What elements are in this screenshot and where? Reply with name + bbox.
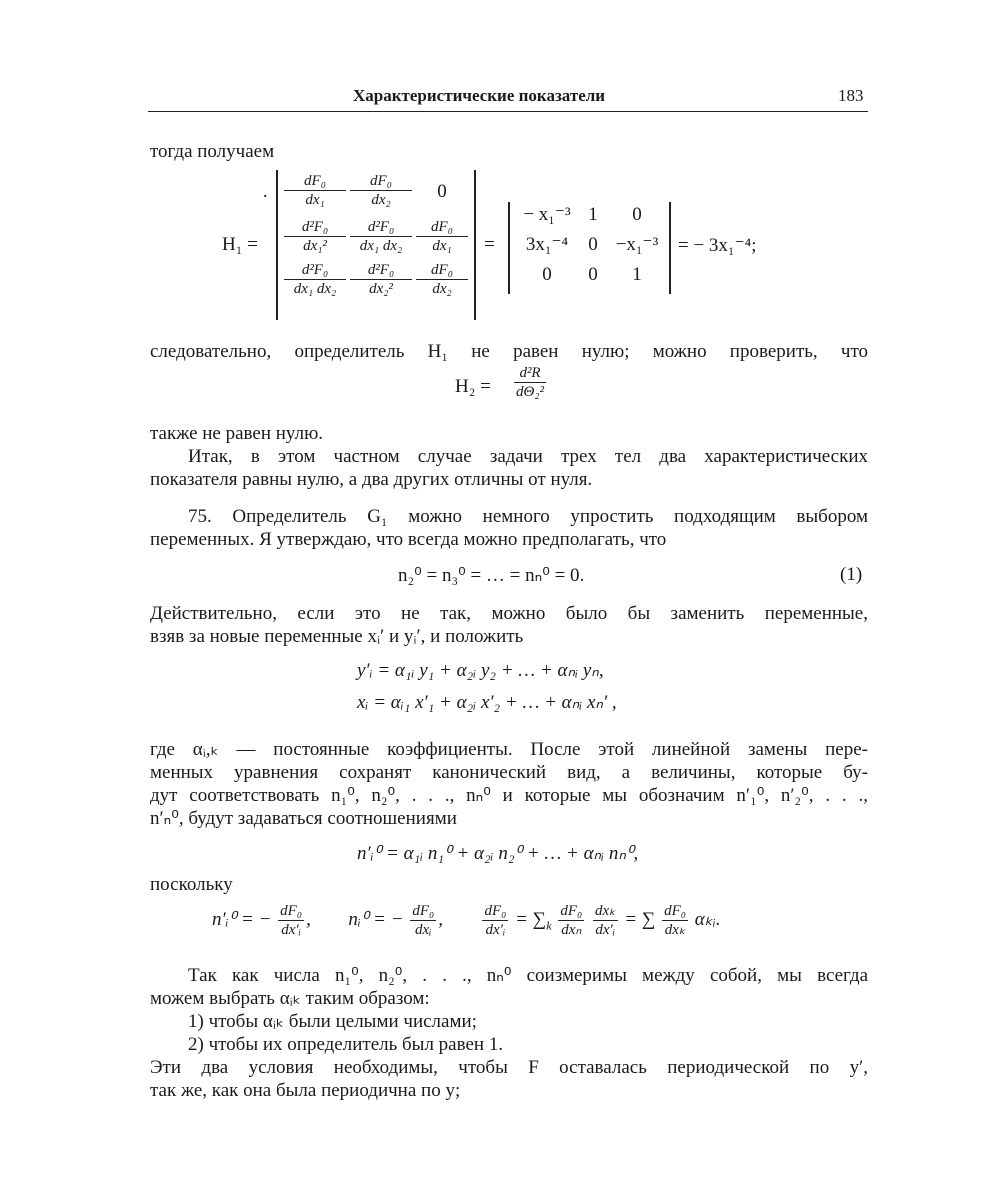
det1-cell: $\frac{\text{dF₀}}{\text{dx₁}}$ <box>416 218 468 255</box>
equation-x-transform: xᵢ = αᵢ₁ x′₁ + α₂ᵢ x′₂ + … + αₙᵢ xₙ′ , <box>357 692 617 713</box>
det2-cell: 1 <box>588 204 598 225</box>
page-number: 183 <box>838 86 864 105</box>
header-rule <box>148 111 868 112</box>
h2-fraction: $\frac{\text{d²R}}{\text{dΘ₂²}}$ <box>516 365 545 400</box>
equation-1-number: (1) <box>840 564 863 585</box>
paragraph-where-line3: дут соответствовать n₁⁰, n₂⁰, . . ., nₙ⁰ и которые мы обозначим n′₁⁰, n′₂⁰, . . ., <box>150 785 868 806</box>
h1-dot: · <box>262 186 269 207</box>
paragraph-also-nonzero: также не равен нулю. <box>150 423 324 444</box>
determinant-matrix-1 <box>282 172 470 298</box>
det2-cell: 0 <box>632 204 642 225</box>
paragraph-conditions-line1: Эти два условия необходимы, чтобы F оставалась периодической по y′, <box>150 1057 868 1078</box>
determinant-matrix-2 <box>514 204 668 286</box>
det2-cell: − x₁⁻³ <box>523 204 571 225</box>
paragraph-indeed-line2: взяв за новые переменные xᵢ′ и yᵢ′, и положить <box>150 626 524 647</box>
det1-cell: $\frac{\text{d²F₀}}{\text{dx₁ dx₂}}$ <box>350 218 412 255</box>
det1-cell: $\frac{\text{dF₀}}{\text{dx₂}}$ <box>416 261 468 298</box>
paragraph-so-line2: показателя равны нулю, а два других отличны от нуля. <box>150 469 593 490</box>
list-item-1: 1) чтобы αᵢₖ были целыми числами; <box>188 1011 477 1032</box>
paragraph-indeed-line1: Действительно, если это не так, можно было бы заменить переменные, <box>150 603 868 624</box>
det2-cell: 0 <box>542 264 552 285</box>
paragraph-consequently: следовательно, определитель H₁ не равен нулю; можно проверить, что <box>150 341 868 362</box>
det1-cell: $\frac{\text{d²F₀}}{\text{dx₁ dx₂}}$ <box>284 261 346 298</box>
det1-cell: $\frac{\text{d²F₀}}{\text{dx₂²}}$ <box>350 261 412 298</box>
h1-label: H₁ = <box>222 234 258 255</box>
det1-cell: $\frac{\text{dF₀}}{\text{dx₂}}$ <box>350 172 412 212</box>
equation-1: n₂⁰ = n₃⁰ = … = nₙ⁰ = 0. <box>398 565 585 586</box>
paragraph-intro: тогда получаем <box>150 141 275 162</box>
det2-cell: 0 <box>588 234 598 255</box>
determinant-result: = − 3x₁⁻⁴; <box>678 235 757 256</box>
det1-cell: $\frac{\text{dF₀}}{\text{dx₁}}$ <box>284 172 346 212</box>
det1-left-bar <box>276 170 278 320</box>
paragraph-where-line1: где αᵢ,ₖ — постоянные коэффициенты. После этой линейной замены пере- <box>150 739 868 760</box>
det1-cell: 0 <box>437 181 447 202</box>
det2-cell: −x₁⁻³ <box>615 234 659 255</box>
section-75-line1: 75. Определитель G₁ можно немного упростить подходящим выбором <box>188 506 868 527</box>
det1-cell: $\frac{\text{d²F₀}}{\text{dx₁²}}$ <box>284 218 346 255</box>
equation-y-transform: y′ᵢ = α₁ᵢ y₁ + α₂ᵢ y₂ + … + αₙᵢ yₙ, <box>357 660 604 681</box>
det2-cell: 0 <box>588 264 598 285</box>
paragraph-so-line1: Итак, в этом частном случае задачи трех тел два характеристических <box>188 446 868 467</box>
det2-cell: 3x₁⁻⁴ <box>525 234 569 255</box>
det2-cell: 1 <box>632 264 642 285</box>
running-header-title: Характеристические показатели <box>353 86 606 105</box>
paragraph-where-line4: n′ₙ⁰, будут задаваться соотношениями <box>150 808 457 829</box>
list-item-2: 2) чтобы их определитель был равен 1. <box>188 1034 504 1055</box>
paragraph-where-line2: менных уравнения сохранят канонический вид, а величины, которые бу- <box>150 762 868 783</box>
h2-label: H₂ = <box>455 376 491 397</box>
det2-left-bar <box>508 202 510 294</box>
paragraph-since-numbers-line1: Так как числа n₁⁰, n₂⁰, . . ., nₙ⁰ соизмеримы между собой, мы всегда <box>188 965 868 986</box>
section-75-line2: переменных. Я утверждаю, что всегда можно предполагать, что <box>150 529 667 550</box>
paragraph-since-numbers-line2: можем выбрать αᵢₖ таким образом: <box>150 988 430 1009</box>
det2-right-bar <box>669 202 671 294</box>
paragraph-since: поскольку <box>150 874 233 895</box>
det1-right-bar <box>474 170 476 320</box>
equals-sign: = <box>484 234 495 255</box>
paragraph-conditions-line2: так же, как она была периодична по y; <box>150 1080 461 1101</box>
equation-n-prime: n′ᵢ⁰ = α₁ᵢ n₁⁰ + α₂ᵢ n₂⁰ + … + αₙᵢ nₙ⁰, <box>357 843 639 864</box>
equation-derivatives: n′ᵢ⁰ = − $\frac{\text{dF₀}}{\text{dx′ᵢ}}$ , nᵢ⁰ = − $\frac{\text{dF₀}}{\text{dxᵢ}}$ , $\frac{\text{dF₀}}{\text{dx′ᵢ}}$ = $\sum_k$ $\frac{\text{dF₀}}{\text{dxₙ}}$ $\frac{\text{dxₖ}}{\text{dx′ᵢ}}$ = ∑ $\frac{\text{dF₀}}{\text{dxₖ}}$ αₖᵢ. <box>212 903 721 938</box>
